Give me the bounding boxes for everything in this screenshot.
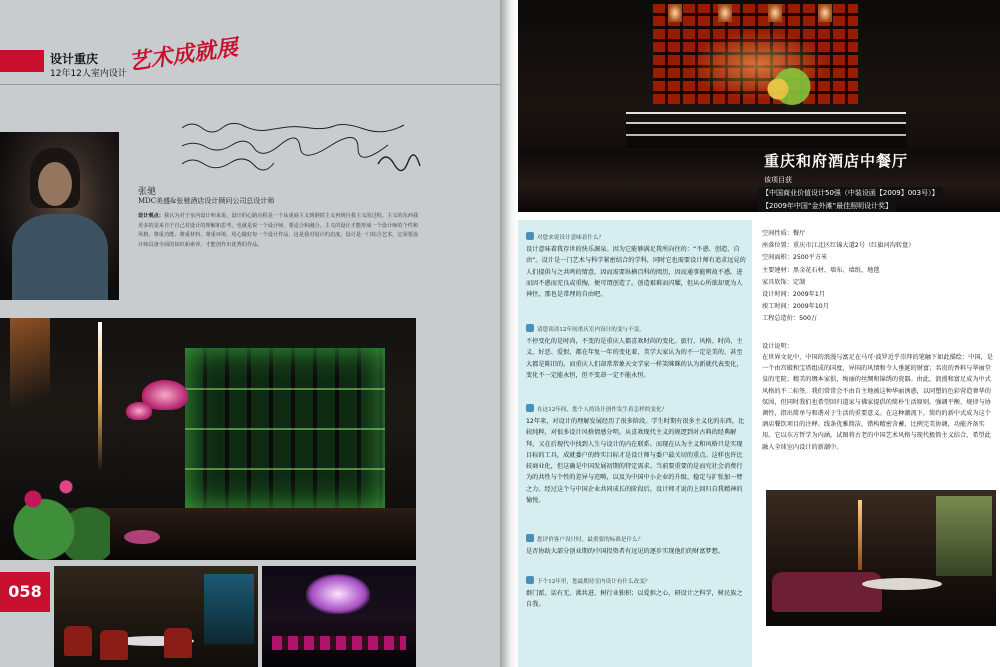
designer-portrait xyxy=(0,132,119,300)
award-item: 【2009年中国“金外滩”最佳照明设计奖】 xyxy=(758,200,896,212)
designer-bio xyxy=(138,212,420,250)
lounge-photo xyxy=(766,490,996,626)
interview-answer: 设计意味着我存世的快乐源泉。因为它能够满足我所向往的：“不惑、创造、自由”。设计是一门艺术与科学紧密结合的学科，同时它也需要设计师有追求远見的人们提供与之共鸣的情意，因而需要纵横百科的阅历，因而通事能辨故不惑。进而因不惑而充良或重掏，便可谓创造了。创造艰难而闪耀，但从心所欲却更为人神往，那也是常理的自由吧。 xyxy=(526,246,746,299)
spec-row: 主要建材：黑金花石材、墙布、墙纸、地毯 xyxy=(762,266,880,274)
interview-question: 下个12年里，您最期待室内设计有什么改变？ xyxy=(526,576,750,585)
question-icon xyxy=(526,324,534,332)
book-gutter xyxy=(500,0,518,667)
project-specs xyxy=(762,228,996,326)
header-red-tab xyxy=(0,50,44,72)
handwritten-note xyxy=(178,116,448,186)
designer-role: MDC美盛&张驰酒店设计顾问公司总设计师 xyxy=(138,197,275,205)
designer-name: 张驰 xyxy=(138,187,157,197)
question-icon xyxy=(526,404,534,412)
bio-text: 我认为对于室内设计师来说，设计的心路历程是一个从重商主义到钢铁主义再到自我主义的过程。主义的东西我更多的是来自于自己对设计的理解和思考，也就是说一个设计师，要适合和融合，主义的设计才能形成一个设计师的个性和风格。尊重功能、尊重材料、尊重环境，用心做好每一个设计作品，这是我对设计的态度。设计是一门综合艺术，它需要设计师具备全面的知识和素养，才能创作出优秀的作品。 xyxy=(138,213,419,248)
lobby-photo xyxy=(518,0,1000,212)
right-page xyxy=(518,0,1000,667)
interview-question: 在这12年间，您个人的设计创作发生着怎样的变化？ xyxy=(526,404,750,413)
interview-answer: 12年来，对设计的理解发展经历了很多阶段。学生时期有很多主义化的东西，比较纯粹，对很多设计风格情感分明。从喜欢现代主义的规逻到对古典的经典解拜，又在后现代中找到人生与设计的内在联系。而现在认为主义和风格只是实现目标的工具，成就委户的终实目标才是设计师与委户最关切的重点。这样也许比较商业化，但这确是中国发展初期的特定需求。当前要重要的是而究社会消费行为的共性与个性的差异与范畴，以及为中国中小企业的升级、稳定与扩张加一臂之力。经过这个与中国企业共同成长的阶段后，设计师才说的上回归自我精神的愉悦。 xyxy=(526,418,745,505)
award-item: 【中国商业价值设计50强（中装设函【2009】003号）】 xyxy=(758,187,943,199)
interview-question: 请您谈谈12年间重庆室内设计的变与不变。 xyxy=(526,324,750,333)
header-divider xyxy=(0,84,500,85)
spec-row: 工程总造价：500万 xyxy=(762,315,818,323)
interview-panel xyxy=(518,220,752,667)
interview-answer: 不停变化的是时尚，不变的是重庆人都喜欢时尚的变化。旅行、风格、时尚、主义、好恶、爱恨，都在年复一年的变化着，美学大家认为的不一定是美的，甚至大都是陈旧的。而重庆人们却常常象天文学家一样笑眯眯的认为新就代表变化，变化不一定能永恒，但不变却一定不能永恒。 xyxy=(526,338,743,379)
description-text: 在世界文化中，中国的浪漫与富足在马可·波罗近乎崇拜的笔触下如此描绘：中国，是一个由宫殿和宝塔组成的国度，异国的风情和令人垂涎的财富；名贵的香料与华丽堂皇的宅院；精美的绸本家俱，绚丽的丝绸和锦绣的瓷器。由此，浪漫和富足成为中式风格的不二标签。我们常常会不由自主地被这种华丽诱惑，以同塑的色彩营造奢华的氛围，但同时我们也希望回归道家与佛家提倡的简朴生活原则。强调平衡、规律与协调性，指出简单与和谐对于生活的重要意义。在这种潮流下，简约的新中式成为这个酒店餐饮项目的注释。线条优雅简洁，错构精密含蓄，比例完美协调，功能齐备实用。它以东方哲学为内涵，试图将古老的中国艺术风格与现代极简主义结合，希望此融入全球室内设计的新潮中。 xyxy=(762,354,993,451)
spec-row: 竣工时间：2009年10月 xyxy=(762,303,829,311)
question-icon xyxy=(526,232,534,240)
interview-question: 您评价客户设计时，最重要的标准是什么？ xyxy=(526,534,750,543)
header-subtitle: 12年12人室内设计 xyxy=(50,69,127,79)
spec-row: 空间性质：餐厅 xyxy=(762,230,806,237)
dining-room-photo xyxy=(54,566,258,667)
header-title: 设计重庆 xyxy=(50,52,99,66)
spec-row: 家具软饰：定制 xyxy=(762,278,806,286)
spec-row: 空间面积：2500平方米 xyxy=(762,254,828,262)
question-icon xyxy=(526,534,534,542)
bio-label: 设计观点： xyxy=(138,213,164,219)
restaurant-photo-main xyxy=(0,318,416,560)
spec-row: 设计时间：2009年1月 xyxy=(762,291,825,299)
interview-answer: 群门派、话有无、沸共进、树行业独积；以爱担之心，研设计之科学，树民族之自我。 xyxy=(526,590,743,609)
description-title: 设计说明： xyxy=(762,343,793,350)
award-label: 该项目获 xyxy=(764,176,792,184)
interview-question: 对您来说设计意味着什么？ xyxy=(526,232,750,241)
project-title: 重庆和府酒店中餐厅 xyxy=(764,152,909,170)
interview-answer: 是否协助大部分创业期的中国投资者有远见的逐步实现他们的财富梦想。 xyxy=(526,548,724,555)
header-calligraphy: 艺术成就展 xyxy=(126,34,240,76)
page-number: 058 xyxy=(0,572,50,612)
private-room-photo xyxy=(262,566,416,667)
spec-row: 座落位置：重庆市江北区红锦大道2号（红旗河沟转盘） xyxy=(762,242,915,250)
question-icon xyxy=(526,576,534,584)
